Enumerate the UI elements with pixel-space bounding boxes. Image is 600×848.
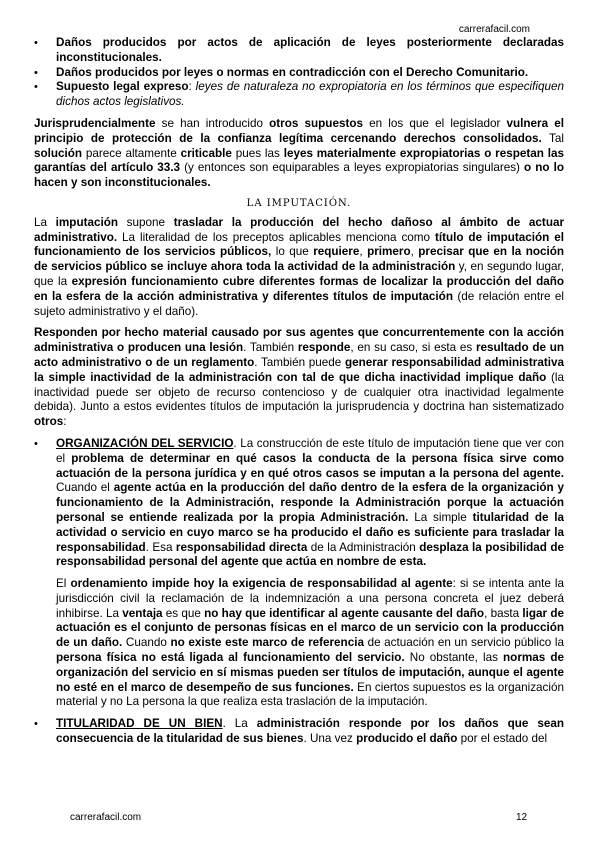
bullet-icon: • xyxy=(34,437,38,450)
bullet-icon: • xyxy=(34,37,38,49)
bullet-icon: • xyxy=(34,718,38,731)
bullet-icon: • xyxy=(34,66,38,79)
bullet-item xyxy=(34,36,564,66)
bullet-text: TITULARIDAD DE UN BIEN. La administración responde por los daños que sean consecuencia de la titularidad de sus bienes. Una vez producido el daño por el estado del xyxy=(56,717,564,746)
paragraph-responden: Responden por hecho material causado por sus agentes que concurrentemente con la acción administrativa o producen una lesión. También responde, en su caso, si esta es resultado de un acto administrativo o de un reglamento. También puede generar responsabilidad administrativa la simple inactividad de la administración con tal de que dicha inactividad implique daño (la inactividad puede ser objeto de recurso contencioso y de cualquier otra inactividad legalmente debida). Junto a estos evidentes títulos de imputación la jurisprudencia y doctrina han sistematizado otros: xyxy=(34,326,564,429)
header-site: carrerafacil.com xyxy=(458,24,530,35)
section-title: LA IMPUTACIÓN. xyxy=(246,197,352,209)
document-body xyxy=(34,36,564,747)
paragraph-imputacion: La imputación supone trasladar la producción del hecho dañoso al ámbito de actuar administrativo. La literalidad de los preceptos aplicables menciona como título de imputación el funcionamiento de los servicios públicos, lo que requiere, primero, precisar que en la noción de servicios público se incluye ahora toda la actividad de la administración y, en segundo lugar, que la expresión funcionamiento cubre diferentes formas de localizar la producción del daño en la esfera de la acción administrativa y diferentes títulos de imputación (de relación entre el sujeto administrativo y el daño). xyxy=(34,215,565,318)
paragraph-ordenamiento: El ordenamiento impide hoy la exigencia de responsabilidad al agente: si se intenta ante la jurisdicción civil la reclamación de la indemnización a una persona concreta el juez deberá inhibirse. La ventaja es que no hay que identificar al agente causante del daño, basta ligar de actuación es el conjunto de personas físicas en el marco de un servicio con la producción de un daño. Cuando no existe este marco de referencia de actuación en un servicio público la persona física no está ligada al funcionamiento del servicio. No obstante, las normas de organización del servicio en sí mismas pueden ser títulos de imputación, aunque el agente no esté en el marco de desempeño de sus funciones. En ciertos supuestos es la organización material y no La persona la que realiza esta traslación de la imputación. xyxy=(56,577,565,709)
bullet-text: Daños producidos por actos de aplicación de leyes posteriormente declaradas inconstitucionales. xyxy=(56,36,564,64)
bullet-icon: • xyxy=(34,81,38,94)
footer-site: carrerafacil.com xyxy=(70,812,142,823)
bullet-titularidad xyxy=(34,717,564,747)
bullet-text: Supuesto legal expreso: leyes de naturaleza no expropiatoria en los términos que especifiquen dichos actos legislativos. xyxy=(56,80,564,109)
page-number: 12 xyxy=(516,812,528,823)
bullet-text: Daños producidos por leyes o normas en contradicción con el Derecho Comunitario. xyxy=(56,65,529,79)
bullet-text: ORGANIZACIÓN DEL SERVICIO. La construcción de este título de imputación tiene que ver con el problema de determinar en qué casos la conducta de la persona física sirve como actuación de la persona jurídica y en qué otros casos se imputan a la persona del agente. Cuando el agente actúa en la producción del daño dentro de la esfera de la organización y funcionamiento de la Administración, responde la Administración porque la actuación personal se entiende realizada por la propia Administración. La simple titularidad de la actividad o servicio en cuyo marco se ha producido el daño es suficiente para trasladar la responsabilidad. Esa responsabilidad directa de la Administración desplaza la posibilidad de responsabilidad personal del agente que actúa en nombre de esta. xyxy=(56,436,565,569)
bullet-item xyxy=(34,66,564,81)
bullet-item xyxy=(34,80,564,110)
bullet-organizacion xyxy=(34,437,564,570)
paragraph-jurisprudencia: Jurisprudencialmente se han introducido otros supuestos en los que el legislador vulnera el principio de protección de la confianza legítima cercenando derechos consolidados. Tal solución parece altamente criticable pues las leyes materialmente expropiatorias o respetan las garantías del artículo 33.3 (y entonces son equiparables a leyes expropiatorias singulares) o no lo hacen y son inconstitucionales. xyxy=(34,116,564,190)
